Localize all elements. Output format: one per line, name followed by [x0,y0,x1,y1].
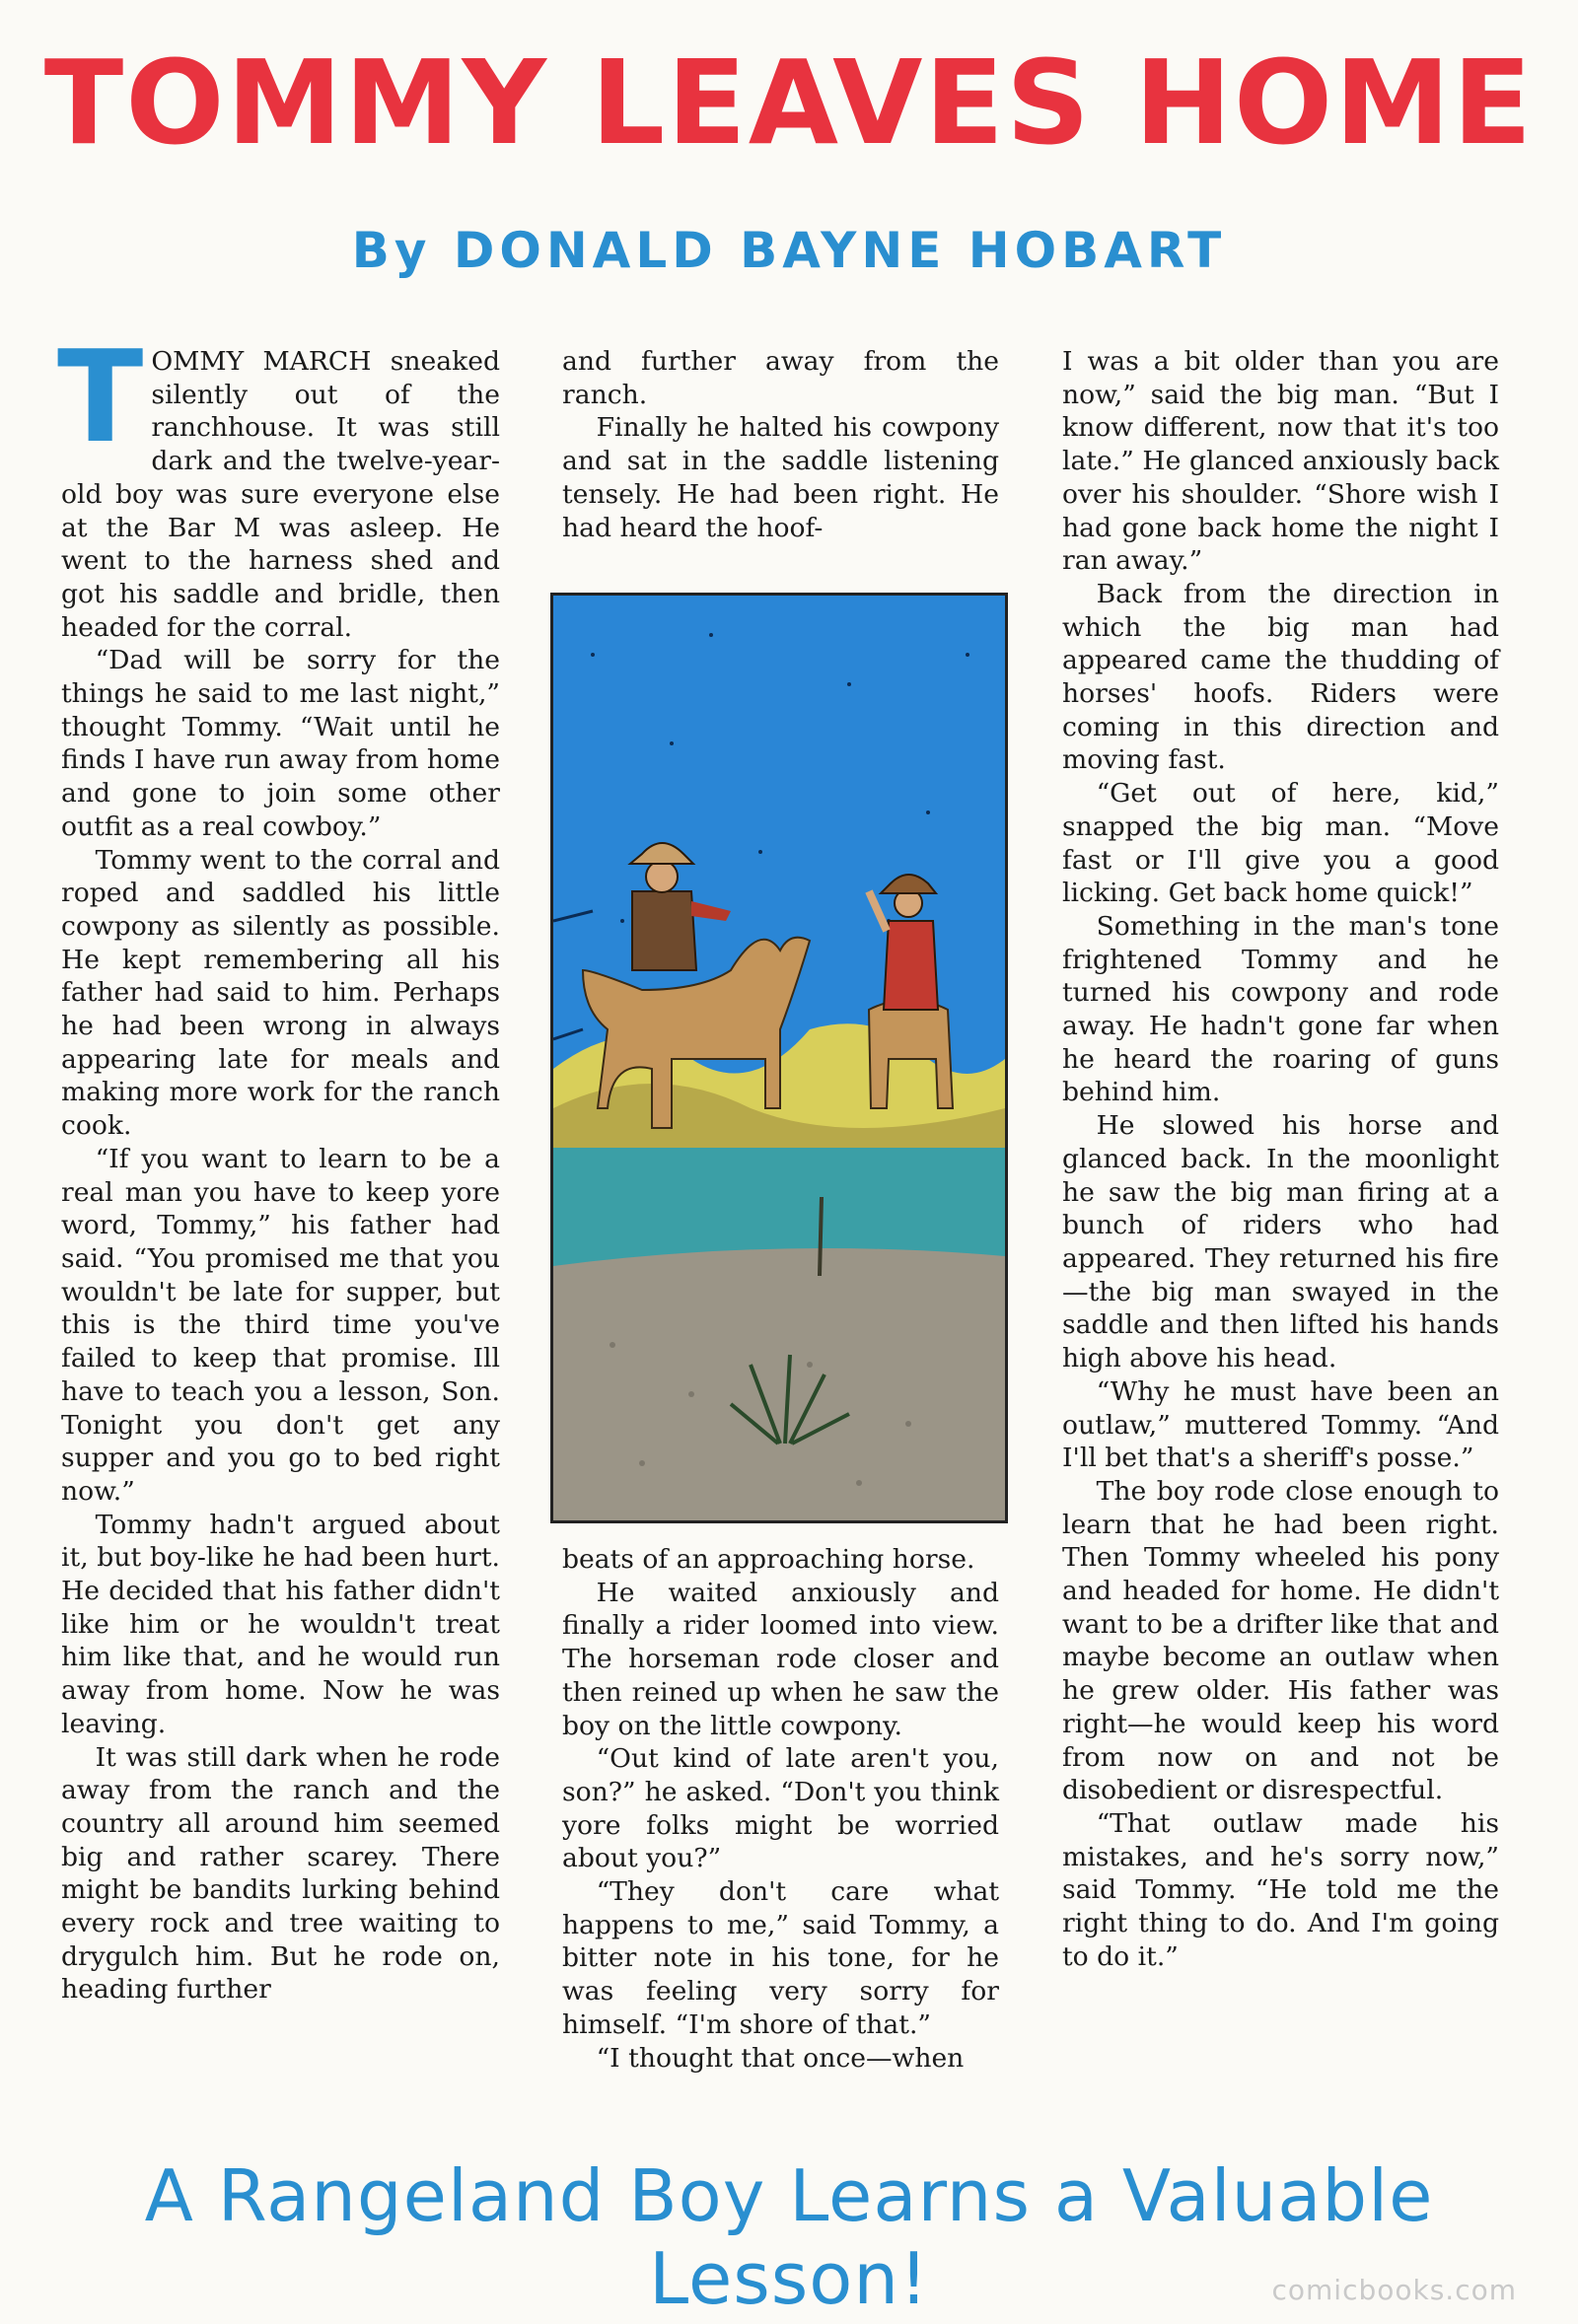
paragraph: “Get out of here, kid,” snapped the big man. “Move fast or I'll give you a good licking. Get back home quick!” [1062,778,1499,909]
story-title: TOMMY LEAVES HOME [43,35,1535,171]
paragraph: Tommy went to the corral and roped and saddled his little cowpony as silently as possible. He kept remembering all his father had said to him. Perhaps he had been wrong in always appearing late for meals and making more work for the ranch cook. [61,844,500,1142]
paragraph: I was a bit older than you are now,” said the big man. “But I know different, now that it's too late.” He glanced anxiously back over his shoulder. “Shore wish I had gone back home the night I ran away.” [1062,346,1499,577]
paragraph: It was still dark when he rode away from the ranch and the country all around him seemed big and rather scarey. There might be bandits lurking behind every rock and tree waiting to drygulch him. But he rode on, heading further [61,1741,500,2006]
drop-cap: T [57,324,144,471]
column-1 [57,324,500,2007]
paragraph: “They don't care what happens to me,” said Tommy, a bitter note in his tone, for he was feeling very sorry for himself. “I'm shore of that.” [562,1876,999,2040]
paragraph: “I thought that once—when [596,2042,965,2074]
paragraph: Back from the direction in which the big man had appeared came the thudding of horses' hoofs. Riders were coming in this direction and moving fast. [1062,578,1499,776]
column-2-bottom [562,1543,999,2075]
paragraph: OMMY MARCH sneaked silently out of the ranchhouse. It was still dark and the twelve-year-old boy was sure everyone else at the Bar M was asleep. He went to the harness shed and got his saddle and bridle, then headed for the corral. [61,346,500,643]
paragraph: “If you want to learn to be a real man you have to keep yore word, Tommy,” his father had said. “You promised me that you wouldn't be late for supper, but this is the third time you've failed to keep that promise. Ill have to teach you a lesson, Son. Tonight you don't get any supper and you go to bed right now.” [61,1143,500,1507]
paragraph: and further away from the ranch. [562,346,999,410]
paragraph: Something in the man's tone frightened Tommy and he turned his cowpony and rode away. He hadn't gone far when he heard the roaring of guns behind him. [1062,910,1499,1108]
paragraph: Tommy hadn't argued about it, but boy-like he had been hurt. He decided that his father didn't like him or he wouldn't treat him like that, and he would run away from home. Now he was leaving. [61,1509,500,1739]
paragraph: “Dad will be sorry for the things he said to me last night,” thought Tommy. “Wait until he finds I have run away from home and gone to join some other outfit as a real cowboy.” [61,645,500,842]
paragraph: The boy rode close enough to learn that he had been right. Then Tommy wheeled his pony and headed for home. He didn't want to be a drifter like that and maybe become an outlaw when he grew older. His father was right—he would keep his word from now on and not be disobedient or disrespectful. [1062,1475,1499,1806]
paragraph: “Out kind of late aren't you, son?” he asked. “Don't you think yore folks might be worried about you?” [562,1743,999,1874]
paragraph: “That outlaw made his mistakes, and he's sorry now,” said Tommy. “He told me the right thing to do. And I'm going to do it.” [1062,1807,1499,1972]
paragraph: He waited anxiously and finally a rider loomed into view. The horseman rode closer and then reined up when he saw the boy on the little cowpony. [562,1577,999,1741]
column-3 [1062,345,1499,1973]
watermark: comicbooks.com [1271,2274,1517,2306]
cowboy-illustration [550,593,1008,1523]
byline: By DONALD BAYNE HOBART [351,222,1227,279]
paragraph: Finally he halted his cowpony and sat in the saddle listening tensely. He had been right. He had heard the hoof- [562,412,999,543]
paragraph: “Why he must have been an outlaw,” muttered Tommy. “And I'll bet that's a sheriff's posse.” [1062,1375,1499,1474]
footer-tagline: A Rangeland Boy Learns a Valuable Lesson! [144,2154,1434,2320]
column-2-top [562,345,999,544]
paragraph: beats of an approaching horse. [562,1544,975,1575]
paragraph: He slowed his horse and glanced back. In the moonlight he saw the big man firing at a bunch of riders who had appeared. They returned his fire—the big man swayed in the saddle and then lifted his hands high above his head. [1062,1110,1499,1374]
